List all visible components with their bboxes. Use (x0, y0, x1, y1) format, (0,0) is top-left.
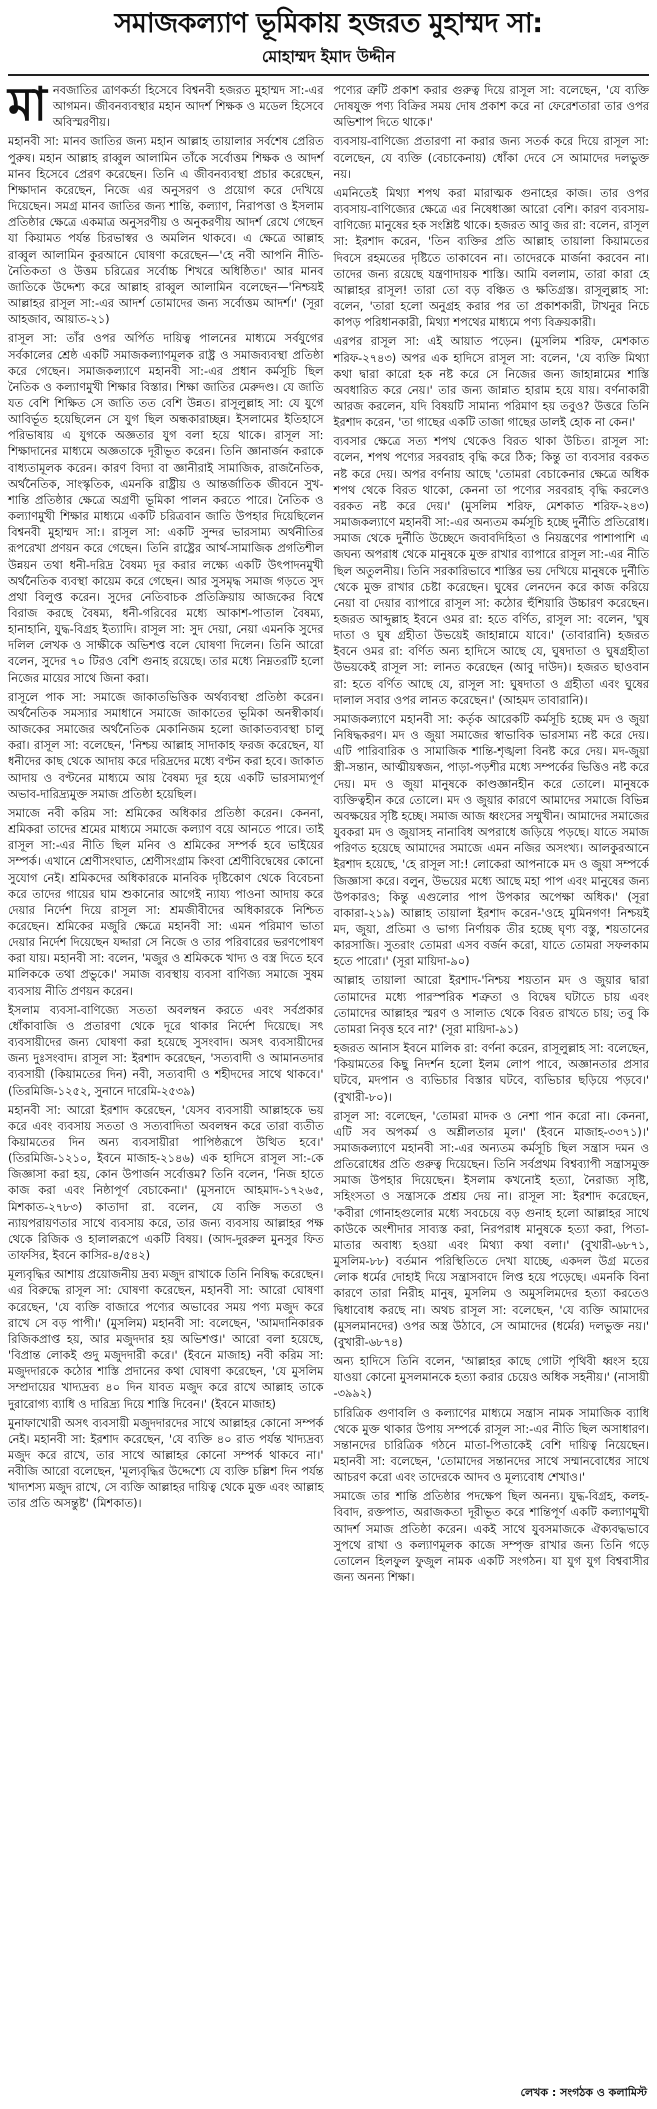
paragraph: মূল্যবৃদ্ধির আশায় প্রয়োজনীয় দ্রব্য মজুদ রাখাকে তিনি নিষিদ্ধ করেছেন। এর বিরুদ্ধে রাসূল সা: ঘোষণা করেছেন, মহানবী সা: আরো ঘোষণা করেছেন, 'যে ব্যক্তি বাজারে পণ্যের অভাবের সময় পণ্য মজুদ করে রাখে সে বড় পাপী।' (মুসলিম) মহানবী সা: বলেছেন, 'আমদানিকারক রিজিকপ্রাপ্ত হয়, আর মজুদদার হয় অভিশপ্ত।' আরো বলা হয়েছে, 'বিপ্রান্ত লোকই গুদু মজুদদারী করে।' (ইবনে মাজাহ) নবী করিম সা: মজুদদারকে কঠোর শাস্তি প্রদানের কথা ঘোষণা করেছেন, 'যে মুসলিম সম্প্রদায়ের খাদ্যদ্রব্য ৪০ দিন যাবত মজুদ করে রাখে আল্লাহ তাকে দুরারোগ্য ব্যাধি ও দারিদ্র্য দিয়ে শাস্তি দিবেন।' (ইবনে মাজাহ) (8, 1267, 324, 1411)
paragraph: অন্য হাদিসে তিনি বলেন, 'আল্লাহর কাছে গোটা পৃথিবী ধ্বংস হয়ে যাওয়া কোনো মুসলমানকে হত্যা করার চেয়েও অধিক সহনীয়।' (নাসায়ী -৩৯৯২) (333, 1354, 649, 1401)
author-credit: লেখক : সংগঠক ও কলামিস্ট (520, 2086, 647, 2099)
drop-cap: মা (8, 77, 47, 131)
title-divider (8, 74, 649, 76)
left-column (8, 77, 324, 1588)
article-body (8, 77, 649, 1588)
paragraph: মানবজাতির ত্রাণকর্তা হিসেবে বিশ্বনবী হজরত মুহাম্মদ সা:-এর আগমন। জীবনব্যবস্থার মহান আদর্শ শিক্ষক ও মডেল হিসেবে অবিস্মরণীয়। (8, 77, 324, 131)
paragraph: মহানবী সা: মানব জাতির জন্য মহান আল্লাহ তায়ালার সর্বশেষ প্রেরিত পুরুষ। মহান আল্লাহ রাব্বুল আলামিন তাঁকে সর্বোত্তম শিক্ষক ও আদর্শ মানব হিসেবে প্রেরণ করেছেন। তিনি এ জীবনব্যবস্থা প্রচার করেছেন, শিক্ষাদান করেছেন, নিজে এর অনুসরণ ও প্রয়োগ করে দেখিয়ে দিয়েছেন। সমগ্র মানব জাতির জন্য শান্তি, কল্যাণ, নিরাপত্তা ও ইসলাম প্রতিষ্ঠার ক্ষেত্রে একমাত্র অনুসরণীয় ও অনুকরণীয় আদর্শ রেখে গেছেন যা কিয়ামত পর্যন্ত চিরভাস্বর ও অমলিন থাকবে। এ ক্ষেত্রে আল্লাহ রাব্বুল আলামিন কুরআনে ঘোষণা করেছেন—'হে নবী আপনি নীতি-নৈতিকতা ও উত্তম চরিত্রের সর্বোচ্চ শিখরে অধিষ্ঠিত।' আর মানব জাতিকে উদ্দেশ্য করে আল্লাহ রাব্বুল আলামিন বলেছেন—'নিশ্চয়ই আল্লাহর রাসূল সা:-এর আদর্শ তোমাদের জন্য সর্বোত্তম আদর্শ।' (সূরা আহজাব, আয়াত-২১) (8, 134, 324, 327)
paragraph: এরপর রাসূল সা: এই আয়াত পড়েন। (মুসলিম শরিফ, মেশকাত শরিফ-২৭৪৩) অপর এক হাদিসে রাসূল সা: বলেন, 'যে ব্যক্তি মিথ্যা কথা দ্বারা কারো হক নষ্ট করে সে নিজের জন্য জাহান্নামের শাস্তি অবধারিত করে নেয়।' তার জন্য জান্নাত হারাম হয়ে যায়। বর্ণনাকারী আরজ করলেন, যদি বিষয়টি সামান্য পরিমাণ হয় তবুও? উত্তরে তিনি ইরশাদ করেন, 'তা গাছের একটি তাজা গাছের ডালই হোক না কেন।' (333, 334, 649, 430)
paragraph: ব্যবসায়-বাণিজ্যে প্রতারণা না করার জন্য সতর্ক করে দিয়ে রাসূল সা: বলেছেন, যে ব্যক্তি (বেচাকেনায়) ধোঁকা দেবে সে আমাদের দলভুক্ত নয়। (333, 134, 649, 181)
paragraph: চারিত্রিক গুণাবলি ও কল্যাণের মাধ্যমে সন্ত্রাস নামক সামাজিক ব্যাধি থেকে মুক্ত থাকার উপায় সম্পর্কে রাসূল সা:-এর নীতি ছিল অসাধারণ। সন্তানদের চারিত্রিক গঠনে মাতা-পিতাকেই বেশি দায়িত্ব নিয়েছেন। মহানবী সা: বলেছেন, 'তোমাদের সন্তানদের সাথে সম্মানবোধের সাথে আচরণ করো এবং তাদেরকে আদব ও মূল্যবোধ শেখাও।' (333, 1405, 649, 1485)
paragraph: আল্লাহ তায়ালা আরো ইরশাদ-'নিশ্চয় শয়তান মদ ও জুয়ার দ্বারা তোমাদের মধ্যে পারস্পরিক শত্রুতা ও বিদ্বেষ ঘটাতে চায় এবং তোমাদের আল্লাহর স্মরণ ও সালাত থেকে বিরত রাখতে চায়; তবু কি তোমরা নিবৃত্ত হবে না?' (সূরা মায়িদা-৯১) (333, 973, 649, 1036)
paragraph: রাসূল সা: বলেছেন, 'তোমরা মাদক ও নেশা পান করো না। কেননা, এটি সব অপকর্ম ও অশ্লীলতার মূল।' (ইবনে মাজাহ-৩৩৭১)।' সমাজকল্যাণে মহানবী সা:-এর অন্যতম কর্মসূচি ছিল সন্ত্রাস দমন ও প্রতিরোধের প্রতি গুরুত্ব দিয়েছেন। তিনি সর্বপ্রথম বিশ্বব্যাপী সন্ত্রাসমুক্ত সমাজ উপহার দিয়েছেন। ইসলাম কখনোই হত্যা, নৈরাজ্য সৃষ্টি, সহিংসতা ও সন্ত্রাসকে প্রশ্রয় দেয় না। রাসূল সা: ইরশাদ করেছেন, 'কবীরা গোনাহগুলোর মধ্যে সবচেয়ে বড় গুনাহ হলো আল্লাহর সাথে কাউকে অংশীদার সাব্যস্ত করা, নিরপরাধ মানুষকে হত্যা করা, পিতা-মাতার অবাধ্য হওয়া এবং মিথ্যা কথা বলা।' (বুখারী-৬৮৭১, মুসলিম-৮৮) বর্তমান পরিস্থিতিতে দেখা যাচ্ছে, একদল উগ্র মতের লোক ধর্মের দোহাই দিয়ে সন্ত্রাসবাদে লিপ্ত হয়ে পড়েছে। এমনকি বিনা কারণে তারা নিরীহ মানুষ, মুসলিম ও অমুসলিমদের হত্যা করতেও দ্বিধাবোধ করছে না। অথচ রাসূল সা: বলেছেন, 'যে ব্যক্তি আমাদের (মুসলমানদের) ওপর অস্ত্র উঠাবে, সে আমাদের (ধর্মের) দলভুক্ত নয়।' (বুখারী-৬৮৭৪) (333, 1108, 649, 1349)
article-byline: মোহাম্মদ ইমাদ উদ্দীন (261, 47, 396, 66)
paragraph: ব্যবসার ক্ষেত্রে সত্য শপথ থেকেও বিরত থাকা উচিত। রাসূল সা: বলেন, শপথ পণ্যের সরবরাহ বৃদ্ধি করে ঠিক; কিন্তু তা ব্যবসার বরকত নষ্ট করে দেয়। অপর বর্ণনায় আছে 'তোমরা বেচাকেনার ক্ষেত্রে অধিক শপথ থেকে বিরত থাকো, কেননা তা পণ্যের সরবরাহ বৃদ্ধি করলেও বরকত নষ্ট করে দেয়।' (মুসলিম শরিফ, মেশকাত শরিফ-২৪৩) সমাজকল্যাণে মহানবী সা:-এর অন্যতম কর্মসূচি হচ্ছে দুর্নীতি প্রতিরোধ। সমাজ থেকে দুর্নীতি উচ্ছেদে জবাবদিহিতা ও নিয়ন্ত্রণের পাশাপাশি এ জঘন্য অপরাধ থেকে মানুষকে মুক্ত রাখার ব্যাপারে রাসূল সা:-এর নীতি ছিল অতুলনীয়। তিনি সরকারিভাবে শাস্তির ভয় দেখিয়ে মানুষকে দুর্নীতি থেকে মুক্ত রাখার চেষ্টা করেছেন। ঘুষের লেনদেন করে কাজ করিয়ে নেয়া বা দেয়ার ব্যাপারে রাসূল সা: কঠোর হুঁশিয়ারি উচ্চারণ করেছেন। হজরত আব্দুল্লাহ ইবনে ওমর রা: হতে বর্ণিত, রাসূল সা: বলেন, 'ঘুষ দাতা ও ঘুষ গ্রহীতা উভয়েই জাহান্নামে যাবে।' (তাবারানি) হজরত ইবনে ওমর রা: বর্ণিত অন্য হাদিসে আছে যে, ঘুষদাতা ও ঘুষগ্রহীতা উভয়কেই রাসূল সা: লানত করেছেন (আবু দাউদ)। হজরত ছাওবান রা: হতে বর্ণিত আছে যে, রাসূল সা: ঘুষদাতা ও গ্রহীতা এবং ঘুষের দালাল সবার ওপর লানত করেছেন।' (আহমদ তাবারানি)। (333, 434, 649, 707)
article-title: সমাজকল্যাণ ভূমিকায় হজরত মুহাম্মদ সা: (114, 8, 543, 39)
paragraph: পণ্যের ত্রুটি প্রকাশ করার গুরুত্ব দিয়ে রাসূল সা: বলেছেন, 'যে ব্যক্তি দোষযুক্ত পণ্য বিক্রির সময় দোষ প্রকাশ করে না ফেরেশতারা তার ওপর অভিশাপ দিতে থাকে।' (333, 83, 649, 130)
paragraph: রাসূলে পাক সা: সমাজে জাকাতভিত্তিক অর্থব্যবস্থা প্রতিষ্ঠা করেন। অর্থনৈতিক সমস্যার সমাধানে সমাজে জাকাতের ভূমিকা অনস্বীকার্য। আজকের সমাজের অর্থনৈতিক মেকানিজম হলো জাকাতব্যবস্থা চালু করা। রাসূল সা: বলেছেন, 'নিশ্চয় আল্লাহ সাদাকাহ ফরজ করেছেন, যা ধনীদের কাছ থেকে আদায় করে দরিদ্রদের মধ্যে বণ্টন করা হবে। জাকাত আদায় ও বণ্টনের মাধ্যমে আয় বৈষম্য দূর হয়ে একটি ভারসাম্যপূর্ণ অভাব-দারিদ্র্যমুক্ত সমাজ প্রতিষ্ঠা হয়েছিল। (8, 689, 324, 801)
paragraph: সমাজকল্যাণে মহানবী সা: কর্তৃক আরেকটি কর্মসূচি হচ্ছে মদ ও জুয়া নিষিদ্ধকরণ। মদ ও জুয়া সমাজের স্বাভাবিক ভারসাম্য নষ্ট করে দেয়। এটি পারিবারিক ও সামাজিক শান্তি-শৃঙ্খলা বিনষ্ট করে দেয়। মদ-জুয়া স্ত্রী-সন্তান, আত্মীয়স্বজন, পাড়া-পড়শীর মধ্যে সম্পর্কের ভিত্তিও নষ্ট করে দেয়। মদ ও জুয়া মানুষকে কাণ্ডজ্ঞানহীন করে তোলে। মানুষকে ব্যক্তিত্বহীন করে তোলে। মদ ও জুয়ার কারণে আমাদের সমাজে বিভিন্ন অবক্ষয়ের সৃষ্টি হচ্ছে। সমাজ আজ ধ্বংসের সম্মুখীন। আমাদের সমাজের যুবকরা মদ ও জুয়াসহ নানাবিধ অপরাধে জড়িয়ে পড়ছে। যাতে সমাজ পরিণত হয়েছে আমাদের সমাজে এমন নজির অসংখ্য। আলকুরআনে ইরশাদ হয়েছে, 'হে রাসূল সা:! লোকেরা আপনাকে মদ ও জুয়া সম্পর্কে জিজ্ঞাসা করে। বলুন, উভয়ের মধ্যে আছে মহা পাপ এবং মানুষের জন্য উপকারও; কিন্তু এগুলোর পাপ উপকার অপেক্ষা অধিক।' (সূরা বাকারা-২১৯) আল্লাহ তায়ালা ইরশাদ করেন-'ওহে মুমিনগণ! নিশ্চয়ই মদ, জুয়া, প্রতিমা ও ভাগ্য নির্ণায়ক তীর হচ্ছে ঘৃণ্য বস্তু, শয়তানের কারসাজি। সুতরাং তোমরা এসব বর্জন করো, যাতে তোমরা সফলকাম হতে পারো।' (সূরা মায়িদা-৯০) (333, 711, 649, 969)
paragraph: এমনিতেই মিথ্যা শপথ করা মারাত্মক গুনাহের কাজ। তার ওপর ব্যবসায়-বাণিজ্যের ক্ষেত্রে এর নিষেধাজ্ঞা আরো বেশি। কারণ ব্যবসায়-বাণিজ্যে মানুষের হক সংশ্লিষ্ট থাকে। হজরত আবু জর রা: বলেন, রাসূল সা: ইরশাদ করেন, 'তিন ব্যক্তির প্রতি আল্লাহ তায়ালা কিয়ামতের দিবসে রহমতের দৃষ্টিতে তাকাবেন না। তাদেরকে মার্জনা করবেন না। তাদের জন্য রয়েছে যন্ত্রণাদায়ক শাস্তি। আমি বললাম, তারা কারা হে আল্লাহর রাসূল! তারা তো বড় বঞ্চিত ও ক্ষতিগ্রস্ত। রাসূলুল্লাহ সা: বলেন, 'তারা হলো অনুগ্রহ করার পর তা প্রকাশকারী, টাখনুর নিচে কাপড় পরিধানকারী, মিথ্যা শপথের মাধ্যমে পণ্য বিক্রয়কারী। (333, 185, 649, 330)
paragraph: ইসলাম ব্যবসা-বাণিজ্যে সততা অবলম্বন করতে এবং সর্বপ্রকার ধোঁকাবাজি ও প্রতারণা থেকে দূরে থাকার নির্দেশ দিয়েছে। সৎ ব্যবসায়ীদের জন্য ঘোষণা করা হয়েছে সুসংবাদ। অসৎ ব্যবসায়ীদের জন্য দুঃসংবাদ। রাসূল সা: ইরশাদ করেছেন, 'সত্যবাদী ও আমানতদার ব্যবসায়ী (কিয়ামতের দিন) নবী, সত্যবাদী ও শহীদদের সাথে থাকবে।' (তিরমিজি-১২৫২, সুনানে দারেমি-২৫৩৯) (8, 1002, 324, 1098)
paragraph: সমাজে নবী করিম সা: শ্রমিকের অধিকার প্রতিষ্ঠা করেন। কেননা, শ্রমিকরা তাদের শ্রমের মাধ্যমে সমাজে কল্যাণ বয়ে আনতে পারে। তাই রাসূল সা:-এর নীতি ছিল মনিব ও শ্রমিকের সম্পর্ক হবে ভাইয়ের সম্পর্ক। এখানে শ্রেণীসংঘাত, শ্রেণীসংগ্রাম কিংবা শ্রেণীবিদ্বেষের কোনো সুযোগ নেই। শ্রমিকদের অধিকারকে মানবিক দৃষ্টিকোণ থেকে বিবেচনা করে তাদের গায়ের ঘাম শুকানোর আগেই ন্যায্য পাওনা আদায় করে দেয়ার নির্দেশ দিয়ে রাসূল সা: শ্রমজীবীদের অধিকারকে নিশ্চিত করেছেন। শ্রমিকের মজুরি ক্ষেত্রে মহানবী সা: এমন পরিমাণ ভাতা দেয়ার নির্দেশ দিয়েছেন যদ্দারা সে নিজে ও তার পরিবারের ভরণপোষণ করা যায়। মহানবী সা: বলেন, 'মজুর ও শ্রমিককে খাদ্য ও বস্ত্র দিতে হবে মালিককে তথা প্রভুকে।' সমাজ ব্যবস্থায় ব্যবসা বাণিজ্য সমাজে সুষম ব্যবসায় নীতি প্রণয়ন করেন। (8, 805, 324, 998)
paragraph: রাসূল সা: তাঁর ওপর অর্পিত দায়িত্ব পালনের মাধ্যমে সর্বযুগের সর্বকালের শ্রেষ্ঠ একটি সমাজকল্যাণমূলক রাষ্ট্র ও সমাজব্যবস্থা প্রতিষ্ঠা করে গেছেন। সমাজকল্যাণে মহানবী সা:-এর প্রধান কর্মসূচি ছিল নৈতিক ও কল্যাণমুখী শিক্ষার বিস্তার। শিক্ষা জাতির মেরুদণ্ড। যে জাতি যত বেশি শিক্ষিত সে জাতি তত বেশি উন্নত। রাসূলুল্লাহ সা: যে যুগে আবির্ভূত হয়েছিলেন সে যুগ ছিল অন্ধকারাচ্ছন্ন। ইসলামের ইতিহাসে পরিভাষায় এ যুগকে অজ্ঞতার যুগ বলা হয়ে থাকে। রাসূল সা: শিক্ষাদানের মাধ্যমে অজ্ঞতাকে দূরীভূত করেন। তিনি জ্ঞানার্জন করাকে বাধ্যতামূলক করেন। কারণ বিদ্যা বা জ্ঞানীরাই সামাজিক, রাজনৈতিক, অর্থনৈতিক, সাংস্কৃতিক, এমনকি রাষ্ট্রীয় ও আন্তর্জাতিক জীবনে সুখ-শান্তি প্রতিষ্ঠার ক্ষেত্রে অগ্রণী ভূমিকা পালন করতে পারে। নৈতিক ও কল্যাণমুখী শিক্ষার মাধ্যমে একটি চরিত্রবান জাতি উপহার দিয়েছিলেন বিশ্বনবী মুহাম্মদ সা:। রাসূল সা: একটি সুন্দর ভারসাম্য অর্থনীতির রূপরেখা প্রণয়ন করে গেছেন। তিনি রাষ্ট্রের আর্থ-সামাজিক প্রগতিশীল উন্নয়ন তথা ধনী-দরিদ্র বৈষম্য দূর করার লক্ষ্যে একটি উৎপাদনমুখী অর্থনৈতিক ব্যবস্থা কায়েম করে গেছেন। আর সুসমৃদ্ধ সমাজ গড়তে সুদ প্রথা বিলুপ্ত করেন। সুদের নেতিবাচক প্রতিক্রিয়ায় আজকের বিশ্বে বিরাজ করছে বৈষম্য, ধনী-গরিবের মধ্যে আকাশ-পাতাল বৈষম্য, হানাহানি, যুদ্ধ-বিগ্রহ ইত্যাদি। রাসূল সা: সুদ দেয়া, নেয়া এমনকি সুদের দলিল লেখক ও সাক্ষীকে অভিশপ্ত বলে ঘোষণা দিলেন। তিনি আরো বলেন, সুদের ৭০ টিরও বেশি গুনাহ রয়েছে। তার মধ্যে নিম্নতরটি হলো নিজের মায়ের সাথে জিনা করা। (8, 331, 324, 685)
paragraph: মহানবী সা: আরো ইরশাদ করেছেন, 'যেসব ব্যবসায়ী আল্লাহকে ভয় করে এবং ব্যবসায় সততা ও সত্যবাদিতা অবলম্বন করে তারা ব্যতীত কিয়ামতের দিন অন্য ব্যবসায়ীরা পাপিষ্ঠরূপে উত্থিত হবে।' (তিরমিজি-১২১০, ইবনে মাজাহ-২১৪৬) এক হাদিসে রাসূল সা:-কে জিজ্ঞাসা করা হয়, কোন উপার্জন সর্বোত্তম? তিনি বলেন, 'নিজ হাতে কাজ করা এবং নিষ্ঠাপূর্ণ বেচাকেনা।' (মুসনাদে আহমাদ-১৭২৬৫, মিশকাত-২৭৮৩) কাতাদা রা. বলেন, যে ব্যক্তি সততা ও ন্যায়পরায়ণতার সাথে ব্যবসায় করে, তার জন্য ব্যবসায় আল্লাহর পক্ষ থেকে রিজিক ও হালালরূপে একটি বিষয়। (আদ-দুররুল মুনসুর ফিত তাফসির, ইবনে কাসির-৪/৫৪২) (8, 1102, 324, 1263)
paragraph: হজরত আনাস ইবনে মালিক রা: বর্ণনা করেন, রাসূলুল্লাহ সা: বলেছেন, 'কিয়ামতের কিছু নিদর্শন হলো ইলম লোপ পাবে, অজ্ঞানতার প্রসার ঘটবে, মদপান ও ব্যভিচার বিস্তার ঘটবে, ব্যভিচার ছড়িয়ে পড়বে।' (বুখারী-৮০)। (333, 1041, 649, 1104)
right-column (334, 82, 650, 1588)
paragraph: সমাজে তার শান্তি প্রতিষ্ঠার পদক্ষেপ ছিল অনন্য। যুদ্ধ-বিগ্রহ, কলহ-বিবাদ, রক্তপাত, অরাজকতা দূরীভূত করে শান্তিপূর্ণ একটি কল্যাণমুখী আদর্শ সমাজ প্রতিষ্ঠা করেন। একই সাথে যুবসমাজকে ঐক্যবদ্ধভাবে সুপথে রাখা ও কল্যাণমূলক কাজে সম্পৃক্ত রাখার জন্য তিনি গড়ে তোলেন হিলফুল ফুজুল নামক একটি সংগঠন। যা যুগ যুগ বিশ্ববাসীর জন্য অনন্য শিক্ষা। (333, 1489, 649, 1585)
paragraph: মুনাফাখোরী অসৎ ব্যবসায়ী মজুদদারদের সাথে আল্লাহর কোনো সম্পর্ক নেই। মহানবী সা: ইরশাদ করেছেন, 'যে ব্যক্তি ৪০ রাত পর্যন্ত খাদ্যদ্রব্য মজুদ করে রাখে, তার সাথে আল্লাহর কোনো সম্পর্ক থাকবে না।' নবীজি আরো বলেছেন, 'মূল্যবৃদ্ধির উদ্দেশ্যে যে ব্যক্তি চল্লিশ দিন পর্যন্ত খাদ্যশস্য মজুদ রাখে, সে ব্যক্তি আল্লাহর দায়িত্ব থেকে মুক্ত এবং আল্লাহ তার প্রতি অসন্তুষ্ট' (মিশকাত)। (8, 1415, 324, 1511)
